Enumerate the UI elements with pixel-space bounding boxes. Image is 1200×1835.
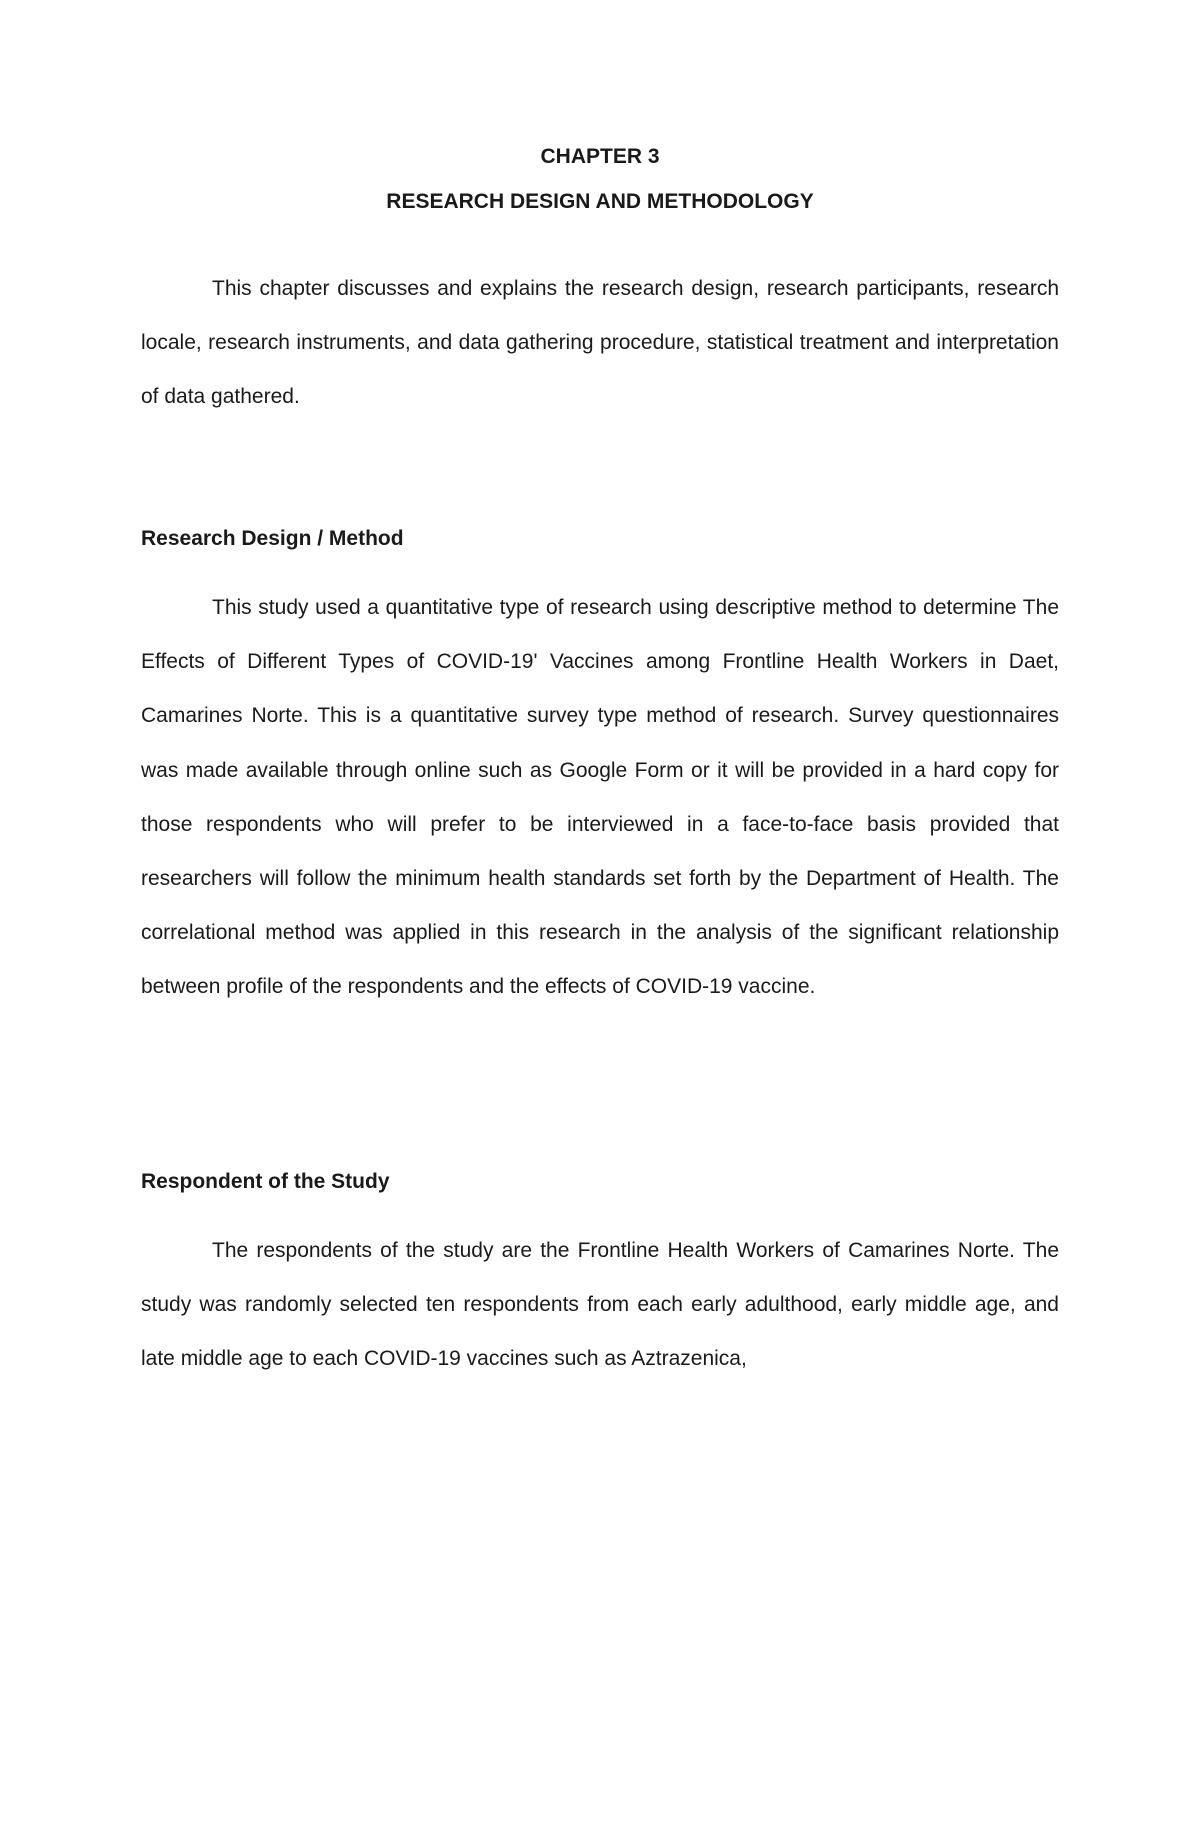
intro-paragraph: This chapter discusses and explains the research design, research participants, research locale, research instruments, and data gathering procedure, statistical treatment and interpretation of data gathered. (141, 277, 1059, 409)
section-heading-research-design: Research Design / Method (141, 527, 404, 550)
research-design-section (141, 581, 1059, 1015)
respondent-section-header (141, 1168, 1059, 1196)
research-design-paragraph: This study used a quantitative type of research using descriptive method to determine The Effects of Different Types of COVID-19' Vaccines among Frontline Health Workers in Daet, Camarines Norte. This is a quantitative survey type method of research. Survey questionnaires was made available through online such as Google Form or it will be provided in a hard copy for those respondents who will prefer to be interviewed in a face-to-face basis provided that researchers will follow the minimum health standards set forth by the Department of Health. The correlational method was applied in this research in the analysis of the significant relationship between profile of the respondents and the effects of COVID-19 vaccine. (141, 596, 1059, 999)
chapter-number: CHAPTER 3 (540, 145, 660, 168)
chapter-title: RESEARCH DESIGN AND METHODOLOGY (386, 190, 814, 213)
section-heading-respondent: Respondent of the Study (141, 1170, 390, 1193)
intro-section (141, 262, 1059, 425)
respondent-section (141, 1224, 1059, 1387)
research-design-section-header (141, 525, 1059, 553)
respondent-paragraph: The respondents of the study are the Frontline Health Workers of Camarines Norte. The study was randomly selected ten respondents from each early adulthood, early middle age, and late middle age to each COVID-19 vaccines such as Aztrazenica, (141, 1239, 1059, 1371)
